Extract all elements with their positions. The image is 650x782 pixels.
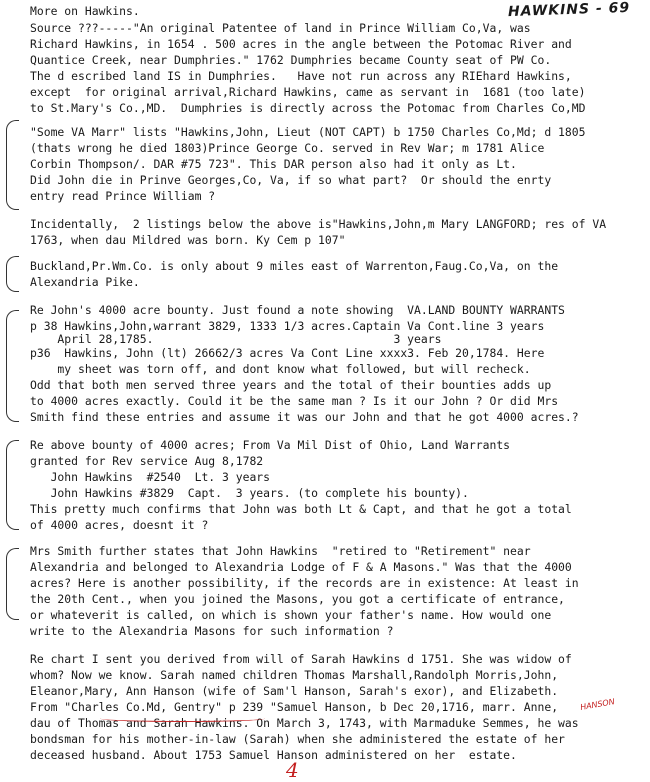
text-line: of 4000 acres, doesnt it ? xyxy=(30,518,209,532)
text-line: granted for Rev service Aug 8,1782 xyxy=(30,454,264,468)
text-line: entry read Prince William ? xyxy=(30,189,216,203)
text-line: my sheet was torn off, and dont know what followed, but will recheck. xyxy=(30,362,531,376)
text-line: Richard Hawkins, in 1654 . 500 acres in the angle between the Potomac River and xyxy=(30,37,572,51)
text-line: Mrs Smith further states that John Hawkins "retired to "Retirement" near xyxy=(30,544,531,558)
red-pen-underline xyxy=(100,715,265,722)
text-line: (thats wrong he died 1803)Prince George Co. served in Rev War; m 1781 Alice xyxy=(30,141,545,155)
text-line: Incidentally, 2 listings below the above is"Hawkins,John,m Mary LANGFORD; res of VA xyxy=(30,217,607,231)
text-line: April 28,1785. 3 years xyxy=(30,332,442,346)
text-line: Re above bounty of 4000 acres; From Va Mil Dist of Ohio, Land Warrants xyxy=(30,438,511,452)
text-line: This pretty much confirms that John was both Lt & Capt, and that he got a total xyxy=(30,502,572,516)
margin-bracket xyxy=(6,256,19,292)
text-line: p36 Hawkins, John (lt) 26662/3 acres Va Cont Line xxxx3. Feb 20,1784. Here xyxy=(30,346,545,360)
handwritten-corner-note: HAWKINS - 69 xyxy=(507,0,631,21)
text-line: Alexandria and belonged to Alexandria Lodge of F & A Masons." Was that the 4000 xyxy=(30,560,572,574)
margin-bracket xyxy=(6,440,19,530)
text-line: to St.Mary's Co.,MD. Dumphries is directly across the Potomac from Charles Co,MD xyxy=(30,101,586,115)
text-line: deceased husband. About 1753 Samuel Hanson administered on her estate. xyxy=(30,748,517,762)
paragraph-mrs-smith xyxy=(30,543,646,639)
margin-bracket xyxy=(6,310,19,422)
text-line: "Some VA Marr" lists "Hawkins,John, Lieut (NOT CAPT) b 1750 Charles Co,Md; d 1805 xyxy=(30,125,586,139)
page-number: 4 xyxy=(286,758,299,782)
text-line: John Hawkins #3829 Capt. 3 years. (to complete his bounty). xyxy=(30,486,469,500)
text-line: whom? Now we know. Sarah named children Thomas Marshall,Randolph Morris,John, xyxy=(30,668,559,682)
text-line: The d escribed land IS in Dumphries. Have not run across any RIEhard Hawkins, xyxy=(30,69,572,83)
text-line: Quantice Creek, near Dumphries." 1762 Dumphries became County seat of PW Co. xyxy=(30,53,552,67)
paragraph-above-bounty xyxy=(30,437,646,533)
text-line: except for original arrival,Richard Hawkins, came as servant in 1681 (too late) xyxy=(30,85,586,99)
text-line: Buckland,Pr.Wm.Co. is only about 9 miles east of Warrenton,Faug.Co,Va, on the xyxy=(30,259,559,273)
paragraph-buckland xyxy=(30,258,646,290)
text-line: Re John's 4000 acre bounty. Just found a note showing VA.LAND BOUNTY WARRANTS xyxy=(30,303,565,317)
text-line: to 4000 acres exactly. Could it be the same man ? Is it our John ? Or did Mrs xyxy=(30,394,559,408)
text-line: 1763, when dau Mildred was born. Ky Cem p 107" xyxy=(30,233,346,247)
text-line: p 38 Hawkins,John,warrant 3829, 1333 1/3 acres.Captain Va Cont.line 3 years xyxy=(30,319,545,333)
margin-bracket xyxy=(6,120,19,210)
text-line: bondsman for his mother-in-law (Sarah) when she administered the estate of her xyxy=(30,732,565,746)
text-line: John Hawkins #2540 Lt. 3 years xyxy=(30,470,271,484)
text-line: the 20th Cent., when you joined the Masons, you got a certificate of entrance, xyxy=(30,592,565,606)
paragraph-va-marr xyxy=(30,124,646,204)
text-line: write to the Alexandria Masons for such information ? xyxy=(30,624,394,638)
text-line: Odd that both men served three years and the total of their bounties adds up xyxy=(30,378,552,392)
paragraph-bounty xyxy=(30,302,646,425)
text-line: acres? Here is another possibility, if the records are in existence: At least in xyxy=(30,576,579,590)
paragraph-incidentally xyxy=(30,216,646,248)
paragraph-source xyxy=(30,20,646,116)
text-line: Alexandria Pike. xyxy=(30,275,140,289)
text-line: or whateverit is called, on which is shown your father's name. How would one xyxy=(30,608,552,622)
text-line: Corbin Thompson/. DAR #75 723". This DAR person also had it only as Lt. xyxy=(30,157,517,171)
text-line: Smith find these entries and assume it was our John and that he got 4000 acres.? xyxy=(30,410,579,424)
text-line: Eleanor,Mary, Ann Hanson (wife of Sam'l Hanson, Sarah's exor), and Elizabeth. xyxy=(30,684,559,698)
margin-bracket xyxy=(6,548,19,620)
text-line: From "Charles Co.Md, Gentry" p 239 "Samuel Hanson, b Dec 20,1716, marr. Anne, xyxy=(30,700,559,714)
paragraph-chart xyxy=(30,651,646,763)
text-line: dau of Thomas and Sarah Hawkins. On March 3, 1743, with Marmaduke Semmes, he was xyxy=(30,716,579,730)
handwritten-hanson-note: HANSON xyxy=(579,697,616,712)
document-title: More on Hawkins. xyxy=(30,4,140,18)
text-line: Did John die in Prinve Georges,Co, Va, if so what part? Or should the enrty xyxy=(30,173,552,187)
text-line: Source ???-----"An original Patentee of land in Prince William Co,Va, was xyxy=(30,21,531,35)
text-line: Re chart I sent you derived from will of Sarah Hawkins d 1751. She was widow of xyxy=(30,652,572,666)
